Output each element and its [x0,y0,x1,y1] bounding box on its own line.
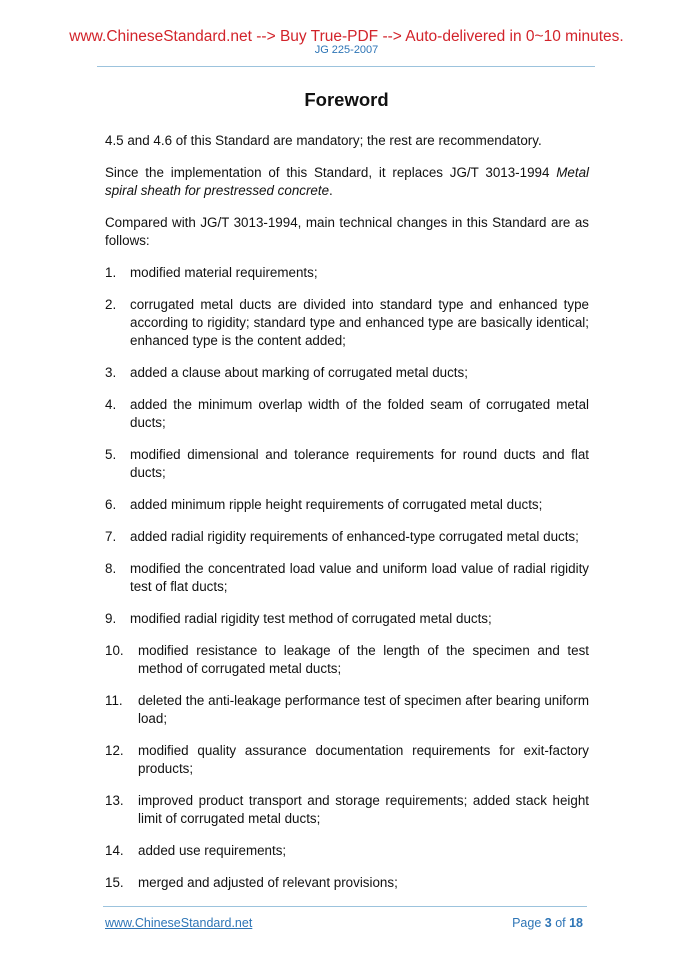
list-item-text: improved product transport and storage requirements; added stack height limit of corrugated metal ducts; [138,793,589,826]
list-item-text: added the minimum overlap width of the folded seam of corrugated metal ducts; [130,397,589,430]
paragraph: Compared with JG/T 3013-1994, main technical changes in this Standard are as follows: [105,215,589,248]
list-item [105,792,589,828]
list-item [105,742,589,778]
list-item-text: corrugated metal ducts are divided into standard type and enhanced type according to rigidity; standard type and enhanced type are basically identical; enhanced type is the content added; [130,297,589,348]
list-item-number: 11. [105,693,123,708]
footer-link[interactable]: www.ChineseStandard.net [105,916,253,930]
list-item-number: 6. [105,497,117,512]
list-item [105,264,589,282]
list-item-number: 10. [105,643,124,658]
list-item-text: added a clause about marking of corrugated metal ducts; [130,365,468,380]
list-item [105,692,589,728]
list-item-number: 5. [105,447,117,462]
list-item-text: added radial rigidity requirements of enhanced-type corrugated metal ducts; [130,529,579,544]
list-item-text: added use requirements; [138,843,287,858]
list-item-number: 2. [105,297,117,312]
current-page: 3 [544,916,552,930]
list-item [105,364,589,382]
list-item [105,496,589,514]
list-item-text: modified the concentrated load value and uniform load value of radial rigidity test of flat ducts; [130,561,589,594]
list-item-number: 7. [105,529,117,544]
list-item-text: modified quality assurance documentation requirements for exit-factory products; [138,743,589,776]
page-label: Page [512,916,545,930]
list-item-text: added minimum ripple height requirements of corrugated metal ducts; [130,497,543,512]
paragraph: Since the implementation of this Standard, it replaces JG/T 3013-1994 Metal spiral sheath for prestressed concrete. [105,165,589,198]
list-item [105,610,589,628]
list-item-text: modified radial rigidity test method of corrugated metal ducts; [130,611,492,626]
standard-code: JG 225-2007 [314,44,379,56]
list-item-text: deleted the anti-leakage performance test of specimen after bearing uniform load; [138,693,589,726]
list-item-text: merged and adjusted of relevant provisions; [138,875,398,890]
list-item-text: modified material requirements; [130,265,318,280]
paragraph-text: Since the implementation of this Standard, it replaces JG/T 3013-1994 [105,165,557,180]
promo-banner[interactable]: www.ChineseStandard.net --> Buy True-PDF --> Auto-delivered in 0~10 minutes. [69,28,624,45]
list-item-number: 13. [105,793,124,808]
list-item [105,560,589,596]
page-number [512,916,583,930]
header-divider [97,66,595,67]
page-title: Foreword [304,89,389,110]
changes-list [105,264,589,892]
list-item [105,842,589,860]
list-item-number: 8. [105,561,117,576]
replaced-standard-title: Metal spiral sheath for prestressed concrete [105,165,589,198]
list-item-text: modified resistance to leakage of the length of the specimen and test method of corrugated metal ducts; [138,643,589,676]
list-item-number: 3. [105,365,117,380]
list-item-number: 4. [105,397,117,412]
list-item-number: 14. [105,843,124,858]
list-item [105,396,589,432]
list-item [105,874,589,892]
paragraph: 4.5 and 4.6 of this Standard are mandatory; the rest are recommendatory. [105,133,542,148]
list-item-number: 15. [105,875,124,890]
list-item-text: modified dimensional and tolerance requirements for round ducts and flat ducts; [130,447,589,480]
of-label: of [551,916,570,930]
foreword-body [105,132,589,906]
list-item-number: 12. [105,743,124,758]
list-item-number: 1. [105,265,117,280]
list-item [105,446,589,482]
list-item [105,642,589,678]
total-pages: 18 [569,916,583,930]
list-item [105,296,589,350]
list-item [105,528,589,546]
list-item-number: 9. [105,611,117,626]
footer-divider [103,906,587,907]
